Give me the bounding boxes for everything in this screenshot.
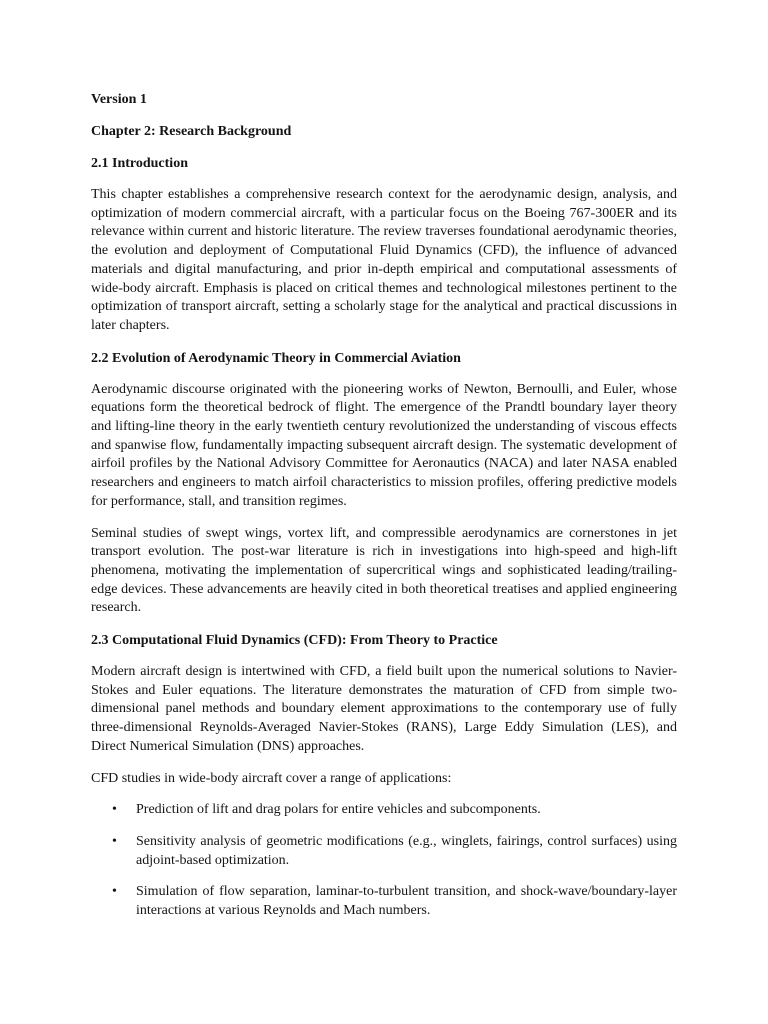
list-item-text: Prediction of lift and drag polars for entire vehicles and subcomponents.: [136, 802, 541, 818]
section-cfd: [91, 631, 677, 921]
list-item: [91, 883, 677, 920]
section-heading: 2.3 Computational Fluid Dynamics (CFD): From Theory to Practice: [91, 633, 498, 649]
document-page: [91, 90, 677, 934]
paragraph: CFD studies in wide-body aircraft cover a range of applications:: [91, 770, 452, 786]
version-label: Version 1: [91, 92, 147, 107]
paragraph: Aerodynamic discourse originated with the pioneering works of Newton, Bernoulli, and Euler, whose equations form the theoretical bedrock of flight. The emergence of the Prandtl boundary layer theory and lifting-line theory in the early twentieth century revolutionized the understanding of viscous effects and spanwise flow, fundamentally impacting subsequent aircraft design. The systematic development of airfoil profiles by the National Advisory Committee for Aeronautics (NACA) and later NASA enabled researchers and engineers to match airfoil characteristics to mission profiles, offering predictive models for performance, stall, and transition regimes.: [91, 381, 677, 509]
bullet-icon: •: [112, 802, 117, 818]
section-heading: 2.1 Introduction: [91, 156, 188, 171]
paragraph: Modern aircraft design is intertwined with CFD, a field built upon the numerical solutions to Navier-Stokes and Euler equations. The literature demonstrates the maturation of CFD from simple two-dimensional panel methods and boundary element approximations to the contemporary use of fully three-dimensional Reynolds-Averaged Navier-Stokes (RANS), Large Eddy Simulation (LES), and Direct Numerical Simulation (DNS) approaches.: [91, 664, 677, 754]
chapter-title: Chapter 2: Research Background: [91, 124, 292, 139]
list-item-text: Simulation of flow separation, laminar-to-turbulent transition, and shock-wave/boundary-layer interactions at various Reynolds and Mach numbers.: [136, 884, 677, 919]
list-item: [91, 833, 677, 870]
bullet-icon: •: [112, 833, 117, 849]
bullet-icon: •: [112, 884, 117, 900]
paragraph: This chapter establishes a comprehensive research context for the aerodynamic design, analysis, and optimization of modern commercial aircraft, with a particular focus on the Boeing 767-300ER and its relevance within current and historic literature. The review traverses foundational aerodynamic theories, the evolution and deployment of Computational Fluid Dynamics (CFD), the influence of advanced materials and digital manufacturing, and prior in-depth empirical and computational assessments of wide-body aircraft. Emphasis is placed on critical themes and technological milestones pertinent to the optimization of transport aircraft, setting a scholarly stage for the analytical and practical discussions in later chapters.: [91, 187, 677, 333]
list-item-text: Sensitivity analysis of geometric modifications (e.g., winglets, fairings, control surfaces) using adjoint-based optimization.: [136, 833, 677, 868]
list-item: [91, 801, 677, 820]
section-introduction: [91, 154, 677, 336]
section-aerodynamic-theory: [91, 349, 677, 618]
section-heading: 2.2 Evolution of Aerodynamic Theory in Commercial Aviation: [91, 350, 461, 366]
paragraph: Seminal studies of swept wings, vortex lift, and compressible aerodynamics are cornerstones in jet transport evolution. The post-war literature is rich in investigations into high-speed and high-lift phenomena, motivating the implementation of supercritical wings and sophisticated leading/trailing-edge devices. These advancements are heavily cited in both theoretical treatises and applied engineering research.: [91, 525, 677, 616]
bullet-list: [91, 801, 677, 921]
